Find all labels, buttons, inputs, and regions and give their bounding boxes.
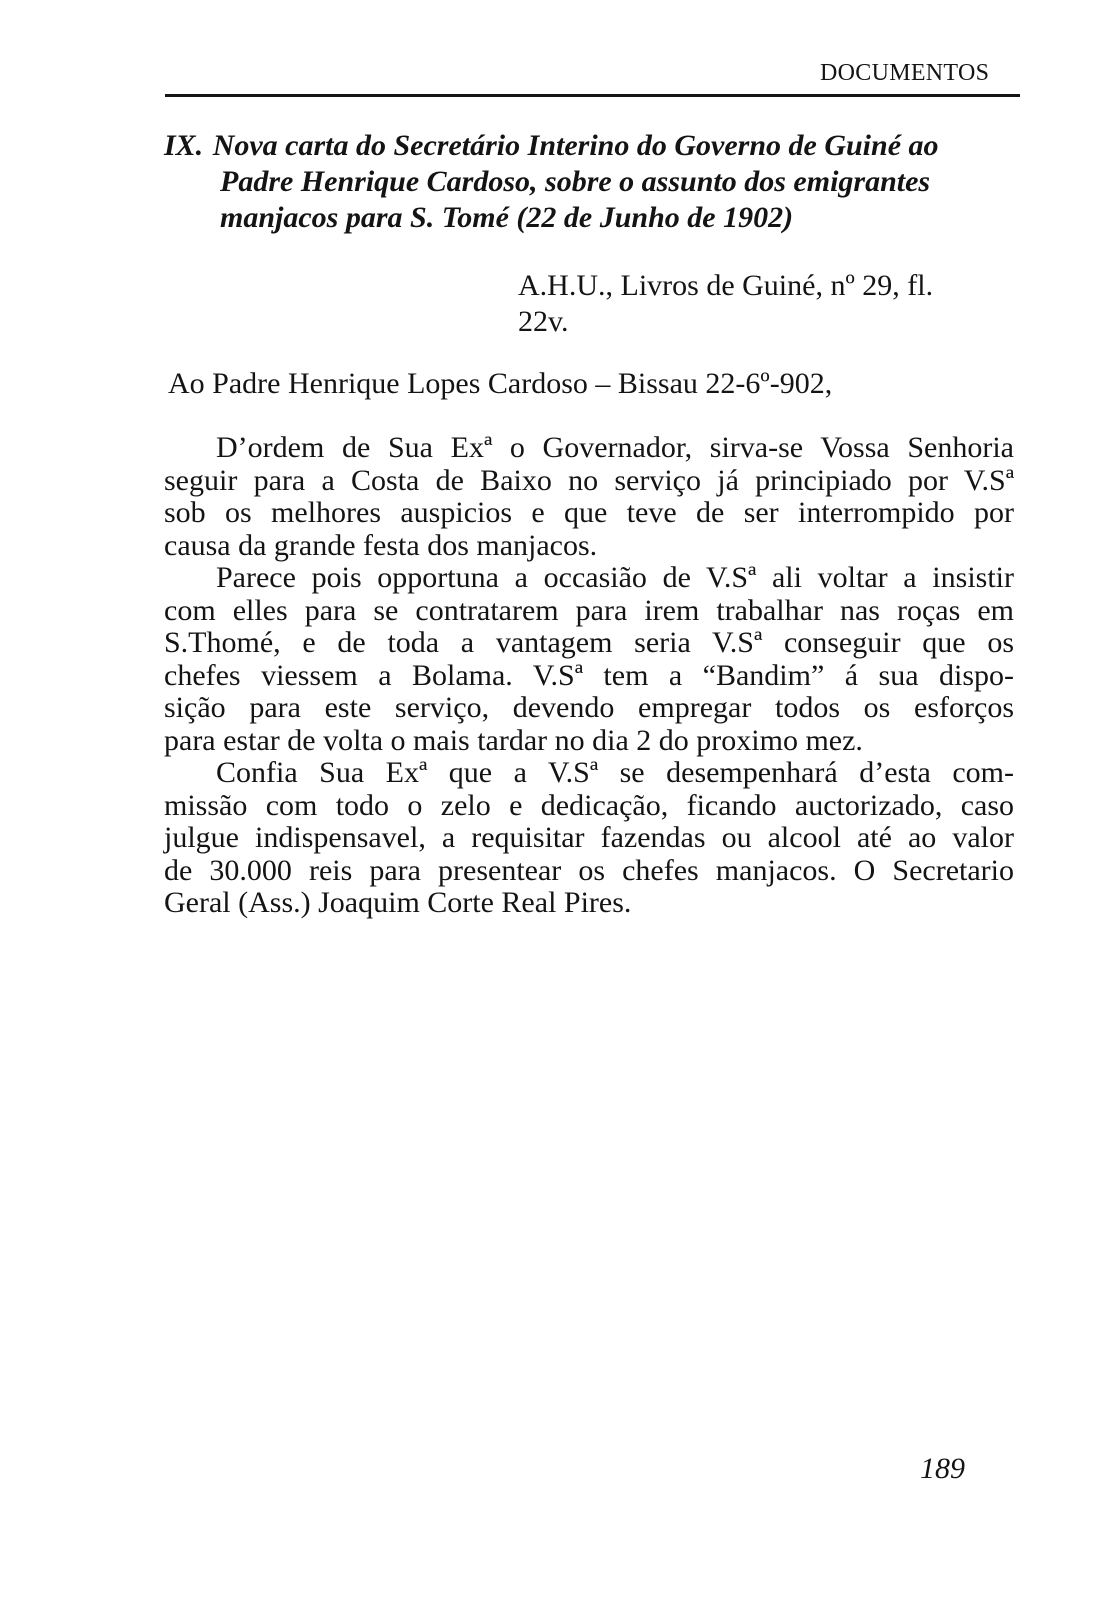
header-rule xyxy=(165,94,1020,97)
source-line: 22v. xyxy=(518,305,569,338)
salutation: Ao Padre Henrique Lopes Cardoso – Bissau 22-6º-902, xyxy=(168,367,833,400)
document-number: IX. xyxy=(164,129,204,162)
body-line: causa da grande festa dos manjacos. xyxy=(164,528,598,562)
body-line: para estar de volta o mais tardar no dia 2 do proximo mez. xyxy=(164,723,863,757)
document-title xyxy=(164,128,1024,236)
body-line: Geral (Ass.) Joaquim Corte Real Pires. xyxy=(164,886,632,919)
body-line: sição para este serviço, devendo empregar todos os esforços xyxy=(164,691,1014,724)
body-line: missão com todo o zelo e dedicação, ficando auctorizado, caso xyxy=(164,788,1014,822)
archive-source xyxy=(518,268,1018,340)
title-line: Padre Henrique Cardoso, sobre o assunto dos emigrantes xyxy=(220,165,931,198)
letter-body xyxy=(164,432,1014,920)
title-line: manjacos para S. Tomé (22 de Junho de 1902) xyxy=(220,201,794,234)
body-line: com elles para se contratarem para irem trabalhar nas roças em xyxy=(164,593,1014,627)
source-line: A.H.U., Livros de Guiné, nº 29, fl. xyxy=(518,269,934,302)
body-line: D’ordem de Sua Exª o Governador, sirva-se Vossa Senhoria xyxy=(216,431,1014,464)
running-head: DOCUMENTOS xyxy=(820,60,990,86)
title-line xyxy=(164,128,1024,164)
body-line: Parece pois opportuna a occasião de V.Sª ali voltar a insistir xyxy=(216,561,1014,594)
body-line: sob os melhores auspicios e que teve de ser interrompido por xyxy=(164,496,1014,529)
body-line: Confia Sua Exª que a V.Sª se desempenhará d’esta com- xyxy=(216,756,1014,789)
body-line: seguir para a Costa de Baixo no serviço já principiado por V.Sª xyxy=(164,463,1014,497)
title-line-text: Nova carta do Secretário Interino do Governo de Guiné ao xyxy=(212,129,939,162)
body-line: S.Thomé, e de toda a vantagem seria V.Sª conseguir que os xyxy=(164,626,1014,659)
body-line: de 30.000 reis para presentear os chefes manjacos. O Secretario xyxy=(164,853,1014,887)
page-number: 189 xyxy=(920,1452,965,1485)
body-line: julgue indispensavel, a requisitar fazendas ou alcool até ao valor xyxy=(164,821,1014,854)
body-line: chefes viessem a Bolama. V.Sª tem a “Bandim” á sua dispo- xyxy=(164,658,1014,692)
